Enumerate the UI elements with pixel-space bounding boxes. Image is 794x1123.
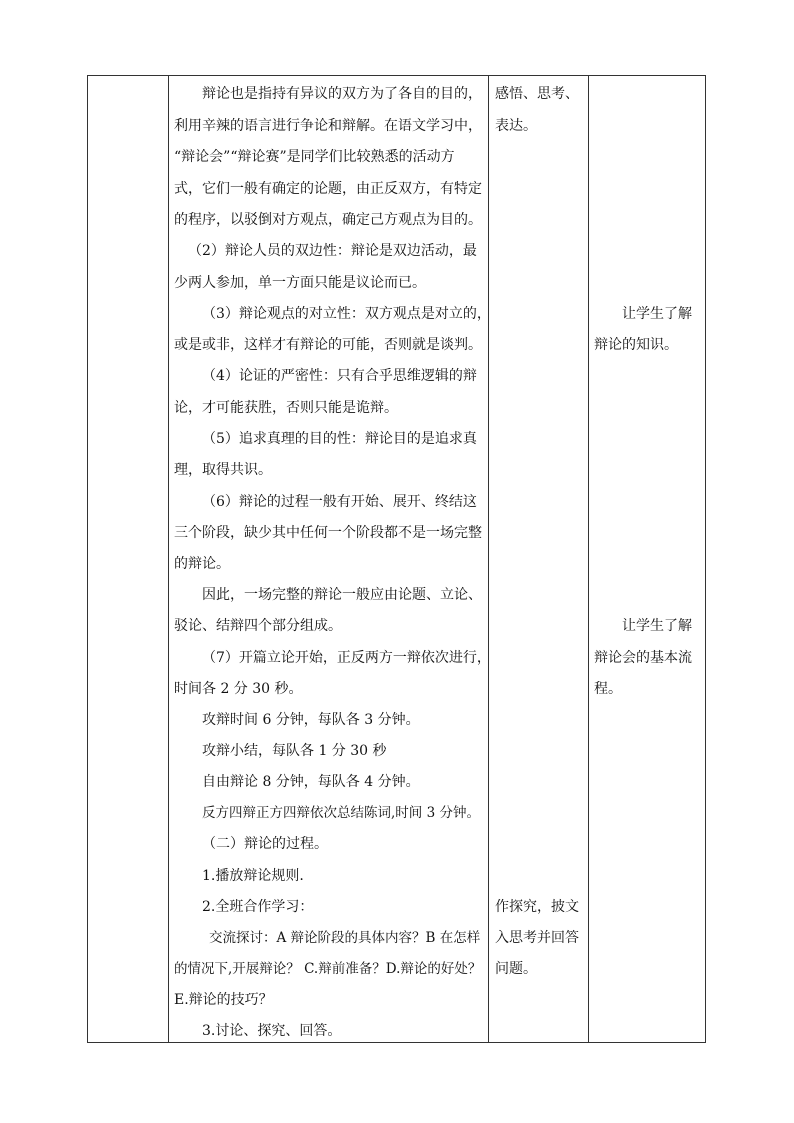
student-activity-column xyxy=(495,76,585,1042)
paragraph-line: 三个阶段，缺少其中任何一个阶段都不是一场完整 xyxy=(174,525,482,541)
paragraph-line: 论，才可能获胜，否则只能是诡辩。 xyxy=(174,400,398,416)
intent-line: 辩论会的基本流 xyxy=(594,650,692,666)
paragraph-line: 驳论、结辩四个部分组成。 xyxy=(174,618,342,634)
activity-line: 作探究，披文 xyxy=(495,899,579,915)
intent-line: 辩论的知识。 xyxy=(594,337,678,353)
paragraph-line: 因此，一场完整的辩论一般应由论题、立论、 xyxy=(202,587,482,603)
paragraph-line: 自由辩论 8 分钟，每队各 4 分钟。 xyxy=(202,774,420,790)
paragraph-line: 或是或非，这样才有辩论的可能，否则就是谈判。 xyxy=(174,337,482,353)
paragraph-line: 少两人参加，单一方面只能是议论而已。 xyxy=(174,275,426,291)
teaching-content-column xyxy=(174,76,491,1042)
paragraph-line: 攻辩时间 6 分钟，每队各 3 分钟。 xyxy=(202,712,420,728)
paragraph-line: 时间各 2 分 30 秒。 xyxy=(174,681,303,697)
paragraph-line: 理，取得共识。 xyxy=(174,462,272,478)
activity-line: 表达。 xyxy=(495,118,537,134)
paragraph-line: 交流探讨：A 辩论阶段的具体内容？B 在怎样 xyxy=(209,930,481,946)
activity-line: 感悟、思考、 xyxy=(495,86,579,102)
paragraph-line: 的辩论。 xyxy=(174,556,230,572)
intent-line: 程。 xyxy=(594,681,622,697)
intent-line: 让学生了解 xyxy=(622,306,692,322)
intent-line: 让学生了解 xyxy=(622,618,692,634)
paragraph-line: 3.讨论、探究、回答。 xyxy=(202,1023,342,1039)
activity-line: 问题。 xyxy=(495,961,537,977)
lesson-table xyxy=(87,75,706,1043)
paragraph-line: 反方四辩正方四辩依次总结陈词,时间 3 分钟。 xyxy=(202,805,480,821)
paragraph-line: 的程序，以驳倒对方观点，确定己方观点为目的。 xyxy=(174,212,482,228)
paragraph-line: 攻辩小结，每队各 1 分 30 秒 xyxy=(202,743,387,759)
paragraph-line: 2.全班合作学习： xyxy=(202,899,314,915)
paragraph-line: （4）论证的严密性：只有合乎思维逻辑的辩 xyxy=(202,368,477,384)
design-intent-column xyxy=(594,76,704,1042)
paragraph-line: 辩论也是指持有异议的双方为了各自的目的， xyxy=(202,86,482,102)
paragraph-line: （6）辩论的过程一般有开始、展开、终结这 xyxy=(202,494,477,510)
paragraph-line: “辩论会”“辩论赛”是同学们比较熟悉的活动方 xyxy=(174,149,455,165)
paragraph-line: （5）追求真理的目的性：辩论目的是追求真 xyxy=(202,431,477,447)
paragraph-line: 1.播放辩论规则. xyxy=(202,868,304,884)
left-empty-column xyxy=(88,76,168,1042)
column-divider xyxy=(168,76,169,1042)
paragraph-line: （3）辩论观点的对立性：双方观点是对立的， xyxy=(202,306,491,322)
paragraph-line: 的情况下,开展辩论？ C.辩前准备？D.辩论的好处？ xyxy=(174,961,482,977)
paragraph-line: （7）开篇立论开始，正反两方一辩依次进行， xyxy=(202,650,491,666)
paragraph-line: （二）辩论的过程。 xyxy=(202,836,328,852)
paragraph-line: 式，它们一般有确定的论题，由正反双方，有特定 xyxy=(174,181,482,197)
column-divider xyxy=(588,76,589,1042)
paragraph-line: 利用辛辣的语言进行争论和辩解。在语文学习中， xyxy=(174,118,482,134)
column-divider xyxy=(488,76,489,1042)
paragraph-line: （2）辩论人员的双边性：辩论是双边活动，最 xyxy=(188,243,477,259)
paragraph-line: E.辩论的技巧？ xyxy=(174,992,273,1008)
activity-line: 入思考并回答 xyxy=(495,930,579,946)
